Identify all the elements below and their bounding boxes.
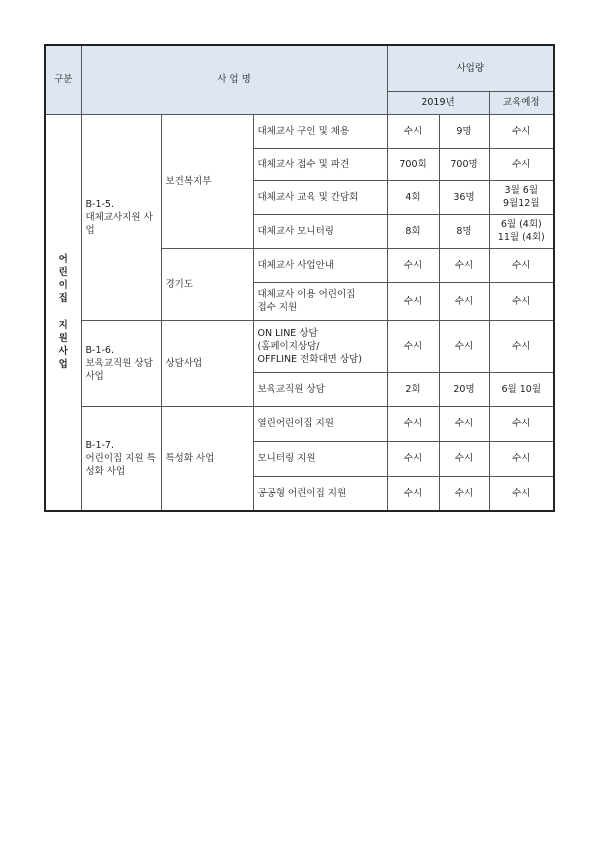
year-people: 수시 (439, 248, 489, 282)
header-project: 사 업 명 (81, 45, 387, 114)
year-count: 4회 (387, 180, 439, 214)
year-people: 20명 (439, 372, 489, 406)
group-b-1-7: B-1-7. 어린이집 지원 특성화 사업 (81, 406, 161, 511)
year-people: 수시 (439, 441, 489, 476)
org-gyeonggi: 경기도 (161, 248, 253, 320)
item-cell: 보육교직원 상담 (253, 372, 387, 406)
header-category: 구분 (45, 45, 81, 114)
org-specialization: 특성화 사업 (161, 406, 253, 511)
item-cell: 모니터링 지원 (253, 441, 387, 476)
item-cell: 대체교사 사업안내 (253, 248, 387, 282)
header-plan: 교육예정 (489, 91, 554, 114)
item-cell: ON LINE 상담 (홈페이지상담/ OFFLINE 전화대면 상담) (253, 320, 387, 372)
org-counseling: 상담사업 (161, 320, 253, 406)
item-cell: 대체교사 이용 어린이집 접수 지원 (253, 282, 387, 320)
item-cell: 대체교사 구인 및 채용 (253, 114, 387, 148)
year-count: 8회 (387, 214, 439, 248)
plan-cell: 3월 6월 9월12월 (489, 180, 554, 214)
item-cell: 대체교사 모니터링 (253, 214, 387, 248)
business-table (44, 44, 555, 512)
year-people: 700명 (439, 148, 489, 180)
year-count: 2회 (387, 372, 439, 406)
plan-cell: 수시 (489, 476, 554, 511)
year-count: 수시 (387, 476, 439, 511)
year-people: 36명 (439, 180, 489, 214)
year-count: 수시 (387, 441, 439, 476)
plan-cell: 6월 (4회) 11월 (4회) (489, 214, 554, 248)
plan-cell: 수시 (489, 441, 554, 476)
header-year: 2019년 (387, 91, 489, 114)
year-count: 수시 (387, 114, 439, 148)
plan-cell: 수시 (489, 248, 554, 282)
year-count: 수시 (387, 248, 439, 282)
header-volume: 사업량 (387, 45, 554, 91)
year-people: 수시 (439, 476, 489, 511)
year-people: 9명 (439, 114, 489, 148)
year-people: 수시 (439, 282, 489, 320)
item-cell: 대체교사 접수 및 파견 (253, 148, 387, 180)
year-count: 700회 (387, 148, 439, 180)
year-people: 수시 (439, 406, 489, 441)
category-cell: 어 린 이 집 지 원 사 업 (45, 114, 81, 511)
org-ministry: 보건복지부 (161, 114, 253, 248)
plan-cell: 수시 (489, 282, 554, 320)
item-cell: 열린어린이집 지원 (253, 406, 387, 441)
year-count: 수시 (387, 282, 439, 320)
plan-cell: 수시 (489, 148, 554, 180)
year-people: 8명 (439, 214, 489, 248)
year-people: 수시 (439, 320, 489, 372)
plan-cell: 수시 (489, 320, 554, 372)
plan-cell: 6월 10월 (489, 372, 554, 406)
item-cell: 대체교사 교육 및 간담회 (253, 180, 387, 214)
year-count: 수시 (387, 406, 439, 441)
item-cell: 공공형 어린이집 지원 (253, 476, 387, 511)
plan-cell: 수시 (489, 406, 554, 441)
year-count: 수시 (387, 320, 439, 372)
plan-cell: 수시 (489, 114, 554, 148)
group-b-1-6: B-1-6. 보육교직원 상담사업 (81, 320, 161, 406)
group-b-1-5: B-1-5. 대체교사지원 사업 (81, 114, 161, 320)
